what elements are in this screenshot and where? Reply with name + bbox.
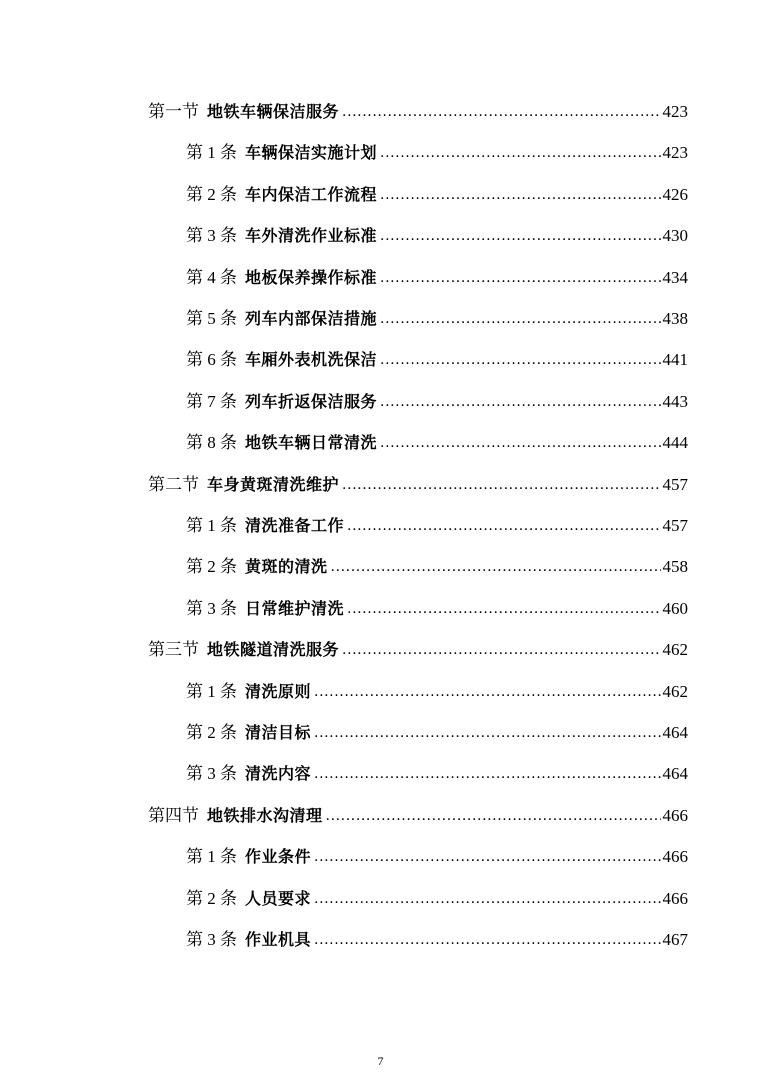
toc-clause-entry[interactable] bbox=[186, 384, 688, 412]
toc-entry-page: 430 bbox=[662, 226, 688, 245]
toc-entry-number: 第 2 条 bbox=[186, 557, 237, 576]
toc-entry-title: 清洗内容 bbox=[245, 764, 312, 783]
toc-clause-entry[interactable] bbox=[186, 715, 688, 743]
toc-entry-page: 457 bbox=[662, 475, 688, 494]
toc-entry-page: 423 bbox=[662, 102, 688, 121]
toc-entry-page: 441 bbox=[662, 350, 688, 369]
toc-entry-page: 460 bbox=[662, 599, 688, 618]
toc-clause-entry[interactable] bbox=[186, 881, 688, 909]
dot-leader bbox=[380, 268, 660, 288]
toc-entry-number: 第 2 条 bbox=[186, 889, 237, 908]
dot-leader bbox=[342, 102, 660, 122]
toc-clause-entry[interactable] bbox=[186, 756, 688, 784]
toc-entry-title: 车辆保洁实施计划 bbox=[245, 143, 378, 162]
dot-leader bbox=[314, 682, 660, 702]
toc-clause-entry[interactable] bbox=[186, 425, 688, 453]
toc-entry-page: 458 bbox=[662, 557, 688, 576]
toc-clause-entry[interactable] bbox=[186, 135, 688, 163]
toc-clause-entry[interactable] bbox=[186, 260, 688, 288]
dot-leader bbox=[331, 557, 661, 577]
toc-clause-entry[interactable] bbox=[186, 549, 688, 577]
dot-leader bbox=[347, 599, 660, 619]
dot-leader bbox=[342, 640, 660, 660]
toc-entry-page: 426 bbox=[662, 185, 688, 204]
toc-entry-title: 清洗原则 bbox=[245, 682, 312, 701]
toc-entry-page: 464 bbox=[662, 723, 688, 742]
toc-entry-number: 第 3 条 bbox=[186, 226, 237, 245]
toc-entry-page: 466 bbox=[662, 889, 688, 908]
toc-entry-number: 第三节 bbox=[148, 640, 199, 659]
toc-entry-title: 车身黄斑清洗维护 bbox=[207, 475, 340, 494]
toc-entry-page: 466 bbox=[662, 847, 688, 866]
toc-clause-entry[interactable] bbox=[186, 177, 688, 205]
toc-entry-title: 作业条件 bbox=[245, 847, 312, 866]
toc-entry-title: 地铁排水沟清理 bbox=[207, 806, 323, 825]
toc-clause-entry[interactable] bbox=[186, 342, 688, 370]
toc-entry-number: 第 2 条 bbox=[186, 185, 237, 204]
toc-entry-title: 车内保洁工作流程 bbox=[245, 185, 378, 204]
dot-leader bbox=[314, 723, 660, 743]
toc-entry-page: 444 bbox=[662, 433, 688, 452]
toc-entry-title: 清洁目标 bbox=[245, 723, 312, 742]
toc-clause-entry[interactable] bbox=[186, 591, 688, 619]
toc-entry-number: 第二节 bbox=[148, 475, 199, 494]
dot-leader bbox=[380, 433, 660, 453]
toc-entry-title: 地铁车辆保洁服务 bbox=[207, 102, 340, 121]
toc-entry-page: 423 bbox=[662, 143, 688, 162]
toc-entry-number: 第 4 条 bbox=[186, 268, 237, 287]
toc-entry-page: 434 bbox=[662, 268, 688, 287]
toc-clause-entry[interactable] bbox=[186, 508, 688, 536]
toc-entry-title: 列车内部保洁措施 bbox=[245, 309, 378, 328]
toc-entry-number: 第 1 条 bbox=[186, 682, 237, 701]
toc-entry-number: 第 1 条 bbox=[186, 847, 237, 866]
toc-entry-title: 车外清洗作业标准 bbox=[245, 226, 378, 245]
toc-entry-title: 作业机具 bbox=[245, 930, 312, 949]
dot-leader bbox=[380, 185, 660, 205]
toc-entry-page: 462 bbox=[662, 640, 688, 659]
toc-entry-number: 第四节 bbox=[148, 806, 199, 825]
toc-clause-entry[interactable] bbox=[186, 674, 688, 702]
toc-clause-entry[interactable] bbox=[186, 301, 688, 329]
toc-entry-page: 438 bbox=[662, 309, 688, 328]
dot-leader bbox=[314, 764, 660, 784]
toc-section-entry[interactable] bbox=[148, 467, 688, 495]
dot-leader bbox=[380, 350, 660, 370]
toc-entry-title: 黄斑的清洗 bbox=[245, 557, 328, 576]
toc-entry-title: 人员要求 bbox=[245, 889, 312, 908]
dot-leader bbox=[380, 309, 660, 329]
dot-leader bbox=[380, 143, 660, 163]
dot-leader bbox=[326, 806, 661, 826]
toc-entry-title: 地板保养操作标准 bbox=[245, 268, 378, 287]
toc-entry-title: 日常维护清洗 bbox=[245, 599, 345, 618]
toc-entry-number: 第 3 条 bbox=[186, 930, 237, 949]
toc-entry-number: 第 1 条 bbox=[186, 516, 237, 535]
toc-entry-page: 462 bbox=[662, 682, 688, 701]
page-number: 7 bbox=[377, 1054, 384, 1068]
toc-entry-number: 第 2 条 bbox=[186, 723, 237, 742]
toc-entry-title: 地铁隧道清洗服务 bbox=[207, 640, 340, 659]
toc-entry-title: 地铁车辆日常清洗 bbox=[245, 433, 378, 452]
toc-entry-number: 第 8 条 bbox=[186, 433, 237, 452]
toc-entry-title: 列车折返保洁服务 bbox=[245, 392, 378, 411]
toc-clause-entry[interactable] bbox=[186, 218, 688, 246]
dot-leader bbox=[342, 475, 660, 495]
dot-leader bbox=[380, 392, 660, 412]
toc-section-entry[interactable] bbox=[148, 798, 688, 826]
toc-entry-number: 第一节 bbox=[148, 102, 199, 121]
dot-leader bbox=[314, 889, 660, 909]
toc-entry-number: 第 1 条 bbox=[186, 143, 237, 162]
dot-leader bbox=[314, 930, 660, 950]
dot-leader bbox=[314, 847, 660, 867]
toc-section-entry[interactable] bbox=[148, 632, 688, 660]
toc-section-entry[interactable] bbox=[148, 94, 688, 122]
toc-entry-number: 第 7 条 bbox=[186, 392, 237, 411]
toc-clause-entry[interactable] bbox=[186, 922, 688, 950]
toc-entry-page: 467 bbox=[662, 930, 688, 949]
toc-entry-page: 464 bbox=[662, 764, 688, 783]
toc-entry-number: 第 5 条 bbox=[186, 309, 237, 328]
toc-entry-number: 第 3 条 bbox=[186, 764, 237, 783]
toc-clause-entry[interactable] bbox=[186, 839, 688, 867]
toc-entry-page: 457 bbox=[662, 516, 688, 535]
toc-entry-number: 第 3 条 bbox=[186, 599, 237, 618]
dot-leader bbox=[347, 516, 660, 536]
toc-entry-title: 车厢外表机洗保洁 bbox=[245, 350, 378, 369]
toc-entry-page: 466 bbox=[662, 806, 688, 825]
toc-entry-number: 第 6 条 bbox=[186, 350, 237, 369]
toc-entry-title: 清洗准备工作 bbox=[245, 516, 345, 535]
toc-entry-page: 443 bbox=[662, 392, 688, 411]
dot-leader bbox=[380, 226, 660, 246]
